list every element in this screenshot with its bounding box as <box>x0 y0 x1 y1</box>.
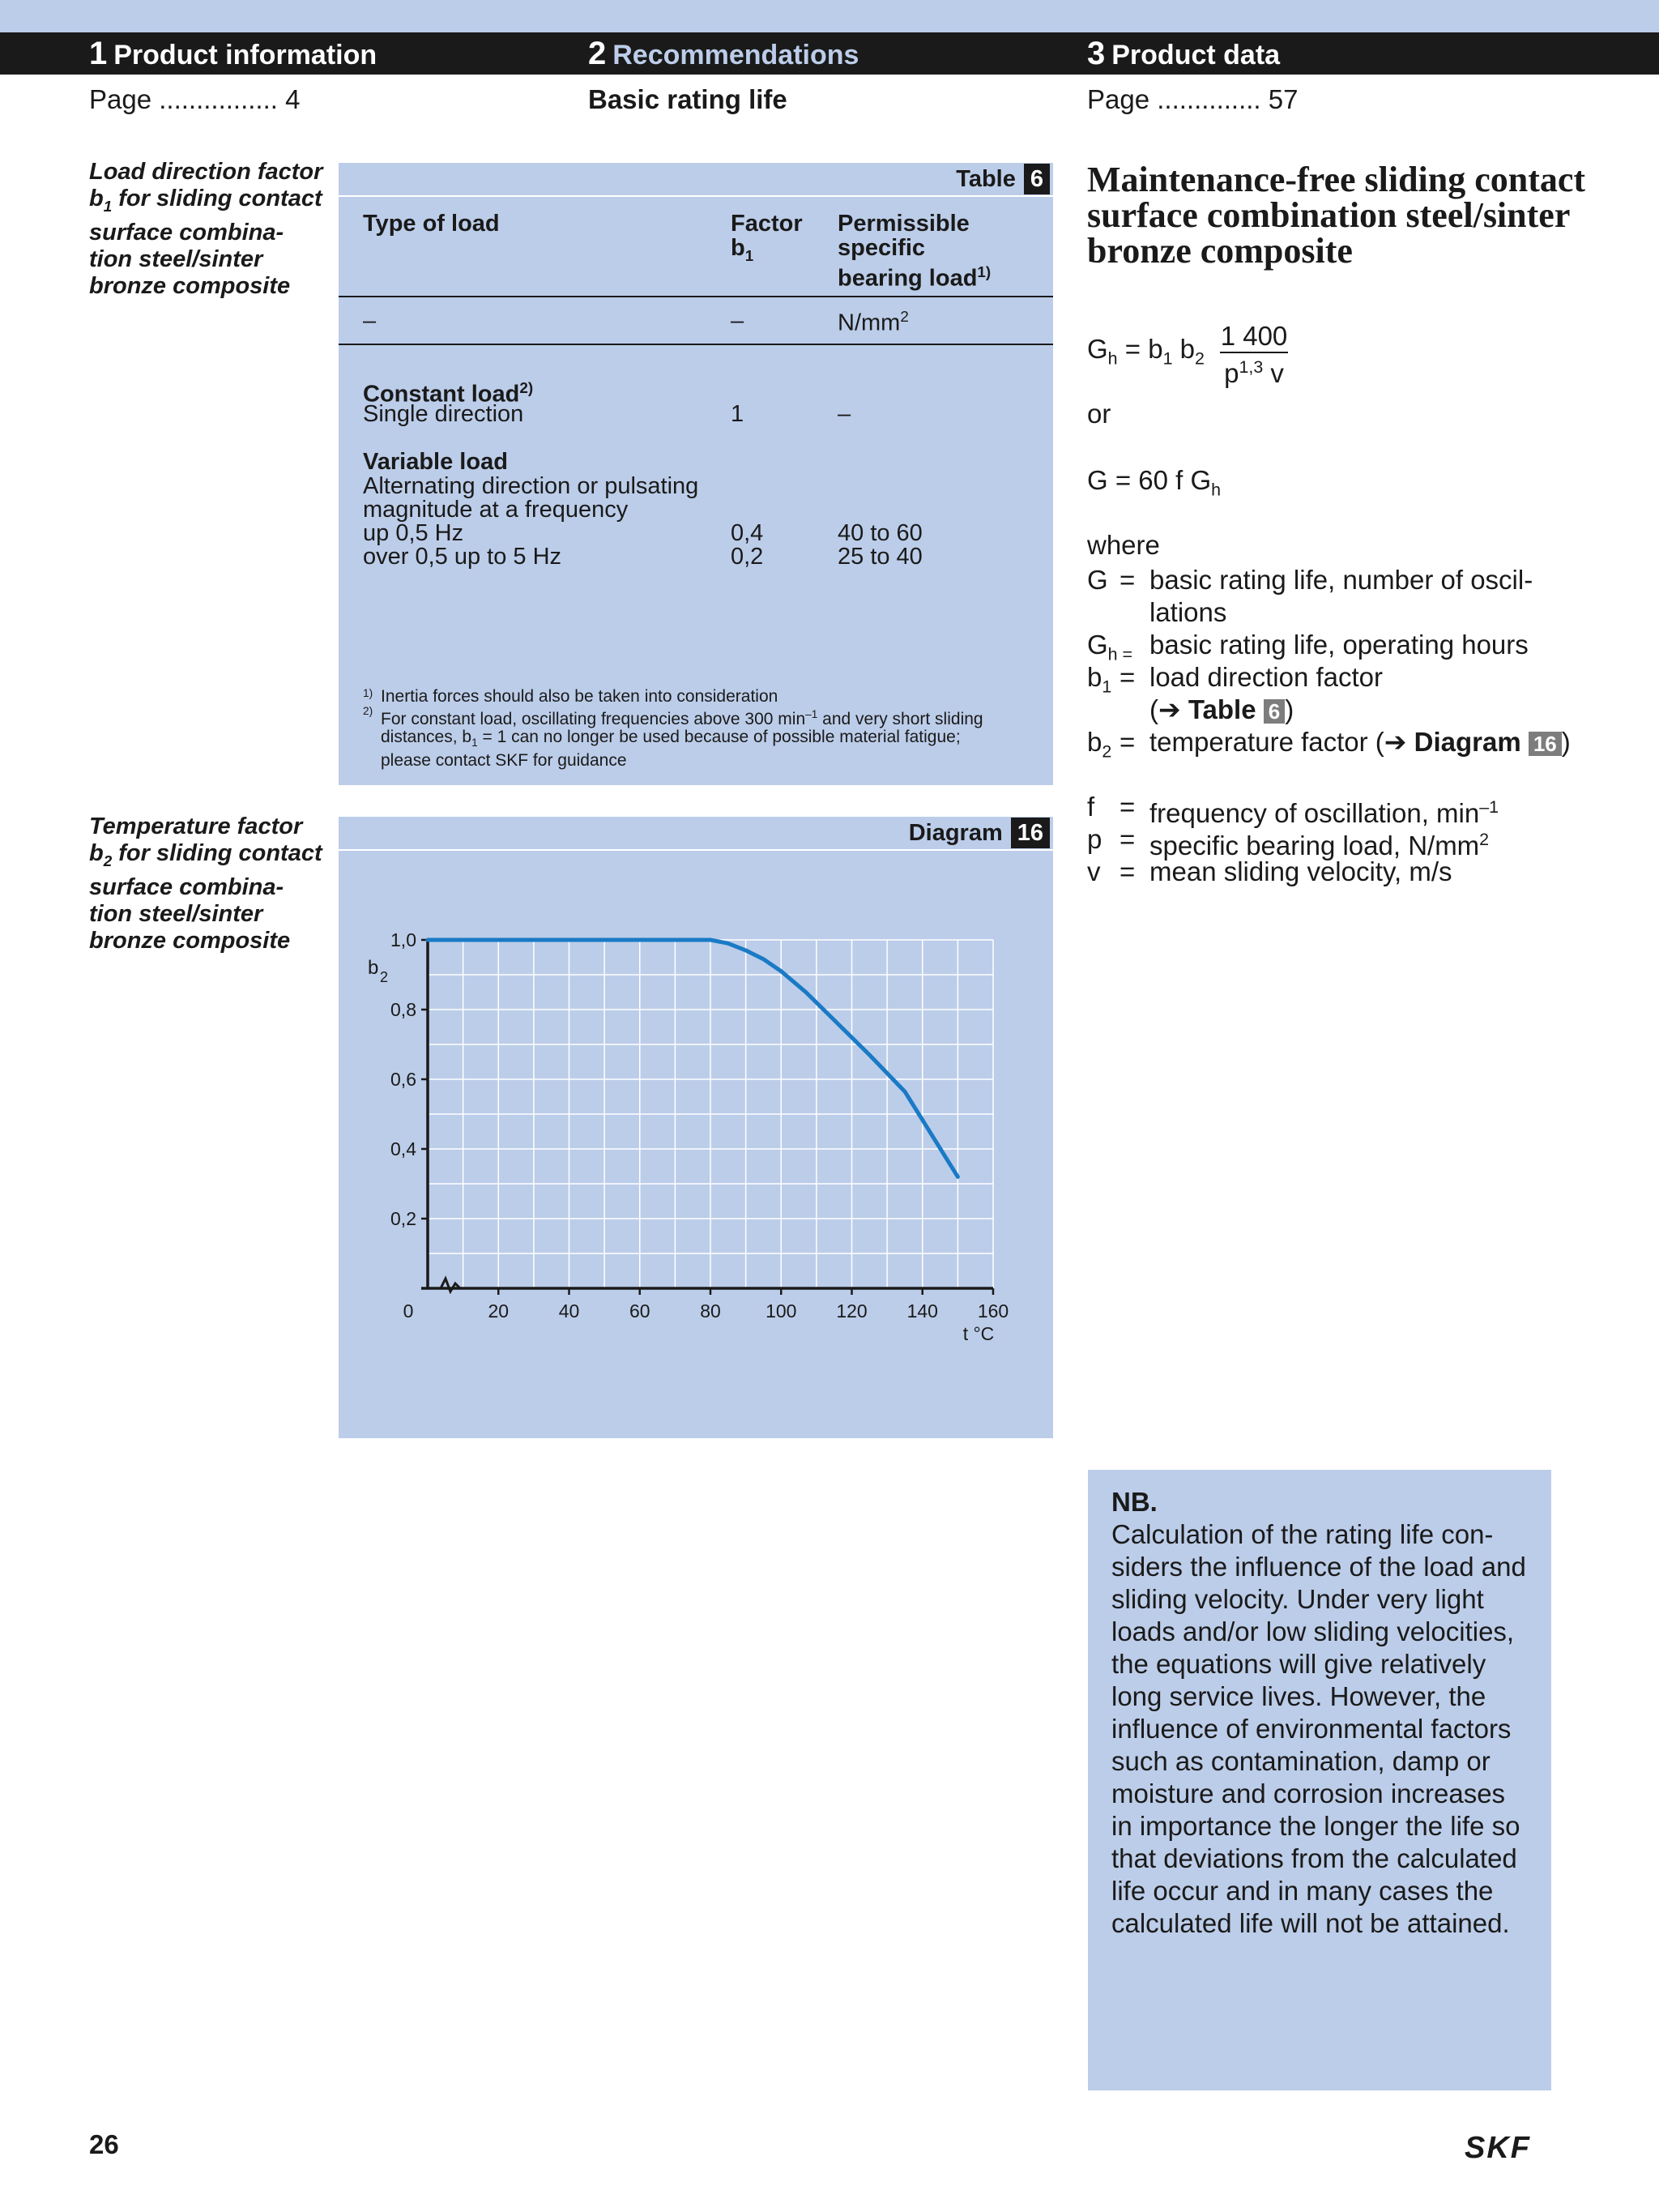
nav-label: Product information <box>113 40 377 70</box>
diagram-caption: Diagram 16 <box>909 817 1053 849</box>
formula-g: G = 60 f $G_h$ <box>1087 465 1222 500</box>
series-line <box>428 940 957 1176</box>
table-cell: 1 <box>731 401 744 427</box>
column-header-type: Type of load <box>363 211 500 237</box>
table-cell: 40 to 60 <box>838 520 923 546</box>
section-subtitle: Basic rating life <box>588 84 787 114</box>
table-cell: magnitude at a frequency <box>363 497 629 523</box>
nav-label: Product data <box>1111 40 1281 70</box>
note-text <box>1111 1486 1533 1940</box>
x-axis-label: t °C <box>962 1323 995 1344</box>
table-cell: 0,4 <box>731 520 764 546</box>
table-cell: over 0,5 up to 5 Hz <box>363 544 562 570</box>
x-tick-label: 100 <box>766 1300 797 1322</box>
table-number: 6 <box>1024 164 1050 194</box>
x-tick-label: 40 <box>558 1300 580 1322</box>
x-tick-label: 20 <box>488 1300 510 1322</box>
y-tick-label: 0,8 <box>390 999 416 1020</box>
y-tick-label: 1,0 <box>390 929 416 950</box>
y-axis-label-sub: 2 <box>380 969 389 985</box>
temperature-factor-chart <box>339 817 1053 1438</box>
page-ref-product-information[interactable]: Page ................ 4 <box>89 84 301 114</box>
y-tick-label: 0,2 <box>390 1208 416 1229</box>
nav-number: 1 <box>89 36 108 71</box>
nav-tab-product-data[interactable] <box>1087 36 1280 71</box>
table-cell: up 0,5 Hz <box>363 520 464 546</box>
formula-gh: $G_h = b_1$ $b_2$ <box>1087 334 1205 369</box>
page-title: Maintenance-free sliding contact surface combination steel/sinter bronze composite <box>1087 160 1586 271</box>
unit-cell: $N/mm^2$ <box>838 308 909 336</box>
diagram-number: 16 <box>1011 818 1050 848</box>
divider <box>339 195 1053 197</box>
page-number: 26 <box>89 2129 119 2159</box>
table-cell: – <box>838 401 851 427</box>
table-cell: Alternating direction or pulsating <box>363 473 699 499</box>
row-heading-variable: Variable load <box>363 449 508 475</box>
nav-tab-recommendations[interactable] <box>588 36 859 71</box>
x-tick-label: 140 <box>906 1300 938 1322</box>
nav-label: Recommendations <box>612 40 859 70</box>
table-footnotes: 1) Inertia forces should also be taken into consideration 2) For constant load, oscillating frequencies above 300 $\min^{-1}$ and very short sliding distances, $b_1 = 1$ can no longer be used because of possible material fatigue; please contact SKF for guidance <box>363 687 983 771</box>
table-panel <box>339 163 1053 785</box>
divider <box>339 344 1053 345</box>
column-header-load: Permissible specific bearing load$^{1)}$ <box>838 211 992 292</box>
symbol-definitions: G = basic rating life, number of oscil-lations $G_{h =}$ basic rating life, operating hours $b_1$ = load direction factor (➔ Table 6 ) $b_2$ = temperature factor (➔ Diagram 16 ) f = frequency of oscillation, $\min^{-1}$ p = specific bearing load, $N/mm^2$ v = mean sliding velocity, m/s <box>1087 565 1571 886</box>
note-title: NB. <box>1111 1487 1158 1517</box>
unit-cell: – <box>363 308 377 334</box>
x-tick-label: 60 <box>629 1300 650 1322</box>
row-heading-constant: Constant load$^{2)}$ <box>363 379 534 408</box>
side-heading-load-direction: Load direction factor $b_1$ for sliding contact surface combina-tion steel/sinter bronze composite <box>89 159 323 299</box>
where-text: where <box>1087 530 1160 560</box>
note-body: Calculation of the rating life con-siders the influence of the load and sliding velocity. Under very light loads and/or low sliding velocities, the equations will give relatively long service lives. However, the influence of environmental factors such as contamination, damp or moisture and corrosion increases in importance the longer the life so that deviations from the calculated life occur and in many cases the calculated life will not be attained. <box>1111 1519 1526 1938</box>
side-heading-temperature: Temperature factor $b_2$ for sliding contact surface combina-tion steel/sinter bronze composite <box>89 813 322 954</box>
formula-fraction: 1 400 $p^{1,3}$ v <box>1220 321 1288 388</box>
page-ref-product-data[interactable]: Page .............. 57 <box>1087 84 1299 114</box>
nav-number: 2 <box>588 36 607 71</box>
y-axis-label: b <box>368 957 379 979</box>
skf-logo: SKF <box>1465 2131 1531 2165</box>
nav-number: 3 <box>1087 36 1106 71</box>
or-text: or <box>1087 399 1111 429</box>
table-cell: Single direction <box>363 401 524 427</box>
table-cell: 25 to 40 <box>838 544 923 570</box>
y-tick-label: 0,4 <box>390 1138 416 1159</box>
table-cell: 0,2 <box>731 544 764 570</box>
nav-tab-product-information[interactable] <box>89 36 377 71</box>
x-tick-label: 80 <box>700 1300 721 1322</box>
divider <box>339 296 1053 297</box>
x-tick-label: 120 <box>836 1300 868 1322</box>
diagram-reference-link[interactable]: (➔ Diagram 16 ) <box>1375 727 1571 757</box>
x-tick-label: 160 <box>977 1300 1009 1322</box>
y-tick-label: 0,6 <box>390 1069 416 1090</box>
table-reference-link[interactable]: (➔ Table 6 ) <box>1149 694 1294 724</box>
diagram-panel <box>339 817 1053 1438</box>
table-caption: Table 6 <box>956 163 1053 195</box>
top-color-band <box>0 0 1659 32</box>
x-tick-label: 0 <box>403 1300 414 1322</box>
column-header-factor: Factor $b_1$ <box>731 211 803 264</box>
unit-cell: – <box>731 308 744 334</box>
